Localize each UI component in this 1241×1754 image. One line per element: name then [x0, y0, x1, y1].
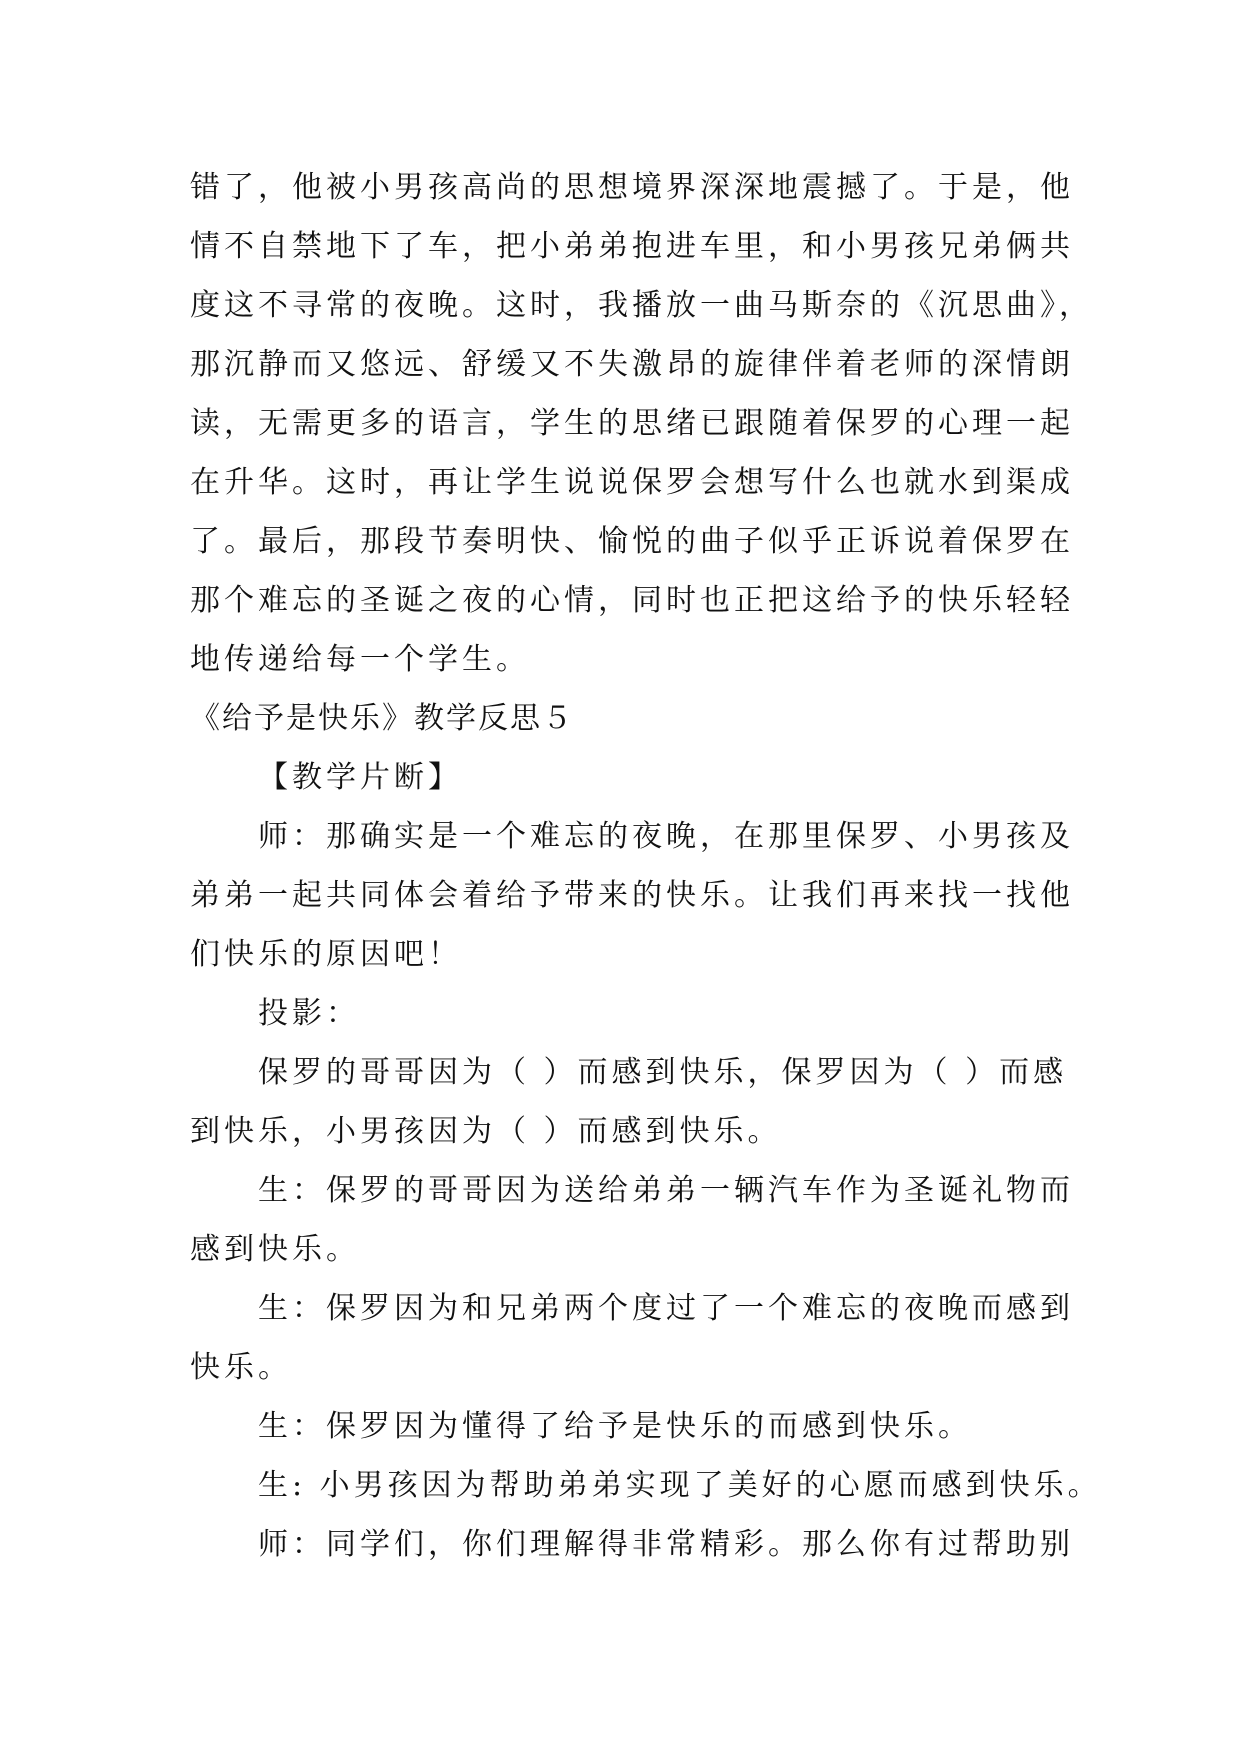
- paragraph-line: 弟弟一起共同体会着给予带来的快乐。让我们再来找一找他: [190, 878, 1074, 913]
- paragraph-line: 生：保罗的哥哥因为送给弟弟一辆汽车作为圣诞礼物而: [258, 1173, 1074, 1208]
- paragraph-line: 师：那确实是一个难忘的夜晚，在那里保罗、小男孩及: [258, 819, 1074, 854]
- section-title: 《给予是快乐》教学反思５: [190, 701, 574, 736]
- section-subtitle: 【教学片断】: [258, 760, 462, 795]
- paragraph-line: 错了，他被小男孩高尚的思想境界深深地震撼了。于是，他: [190, 170, 1074, 205]
- paragraph-line: 在升华。这时，再让学生说说保罗会想写什么也就水到渠成: [190, 465, 1074, 500]
- document-body: [190, 158, 1102, 1574]
- paragraph-line: 读，无需更多的语言，学生的思绪已跟随着保罗的心理一起: [190, 406, 1074, 441]
- paragraph-line: 情不自禁地下了车，把小弟弟抱进车里，和小男孩兄弟俩共: [190, 229, 1074, 264]
- paragraph-line: 那个难忘的圣诞之夜的心情，同时也正把这给予的快乐轻轻: [190, 583, 1074, 618]
- paragraph-line: 生：保罗因为和兄弟两个度过了一个难忘的夜晚而感到: [258, 1291, 1074, 1326]
- paragraph-line: 生: 小男孩因为帮助弟弟实现了美好的心愿而感到快乐。: [258, 1468, 1102, 1503]
- paragraph-line: 师：同学们，你们理解得非常精彩。那么你有过帮助别: [258, 1527, 1074, 1562]
- paragraph-line: 投影：: [258, 996, 360, 1031]
- paragraph-line: 那沉静而又悠远、舒缓又不失激昂的旋律伴着老师的深情朗: [190, 347, 1074, 382]
- paragraph-line: 快乐。: [190, 1350, 292, 1385]
- paragraph-line: 了。最后，那段节奏明快、愉悦的曲子似乎正诉说着保罗在: [190, 524, 1074, 559]
- paragraph-line: 们快乐的原因吧！: [190, 937, 462, 972]
- paragraph-line: 感到快乐。: [190, 1232, 360, 1267]
- paragraph-line: 保罗的哥哥因为（ ）而感到快乐，保罗因为（ ）而感: [258, 1055, 1068, 1090]
- paragraph-line: 生：保罗因为懂得了给予是快乐的而感到快乐。: [258, 1409, 972, 1444]
- paragraph-line: 到快乐，小男孩因为（ ）而感到快乐。: [190, 1114, 782, 1149]
- paragraph-line: 地传递给每一个学生。: [190, 642, 530, 677]
- paragraph-line: 度这不寻常的夜晚。这时，我播放一曲马斯奈的《沉思曲》，: [190, 288, 1093, 323]
